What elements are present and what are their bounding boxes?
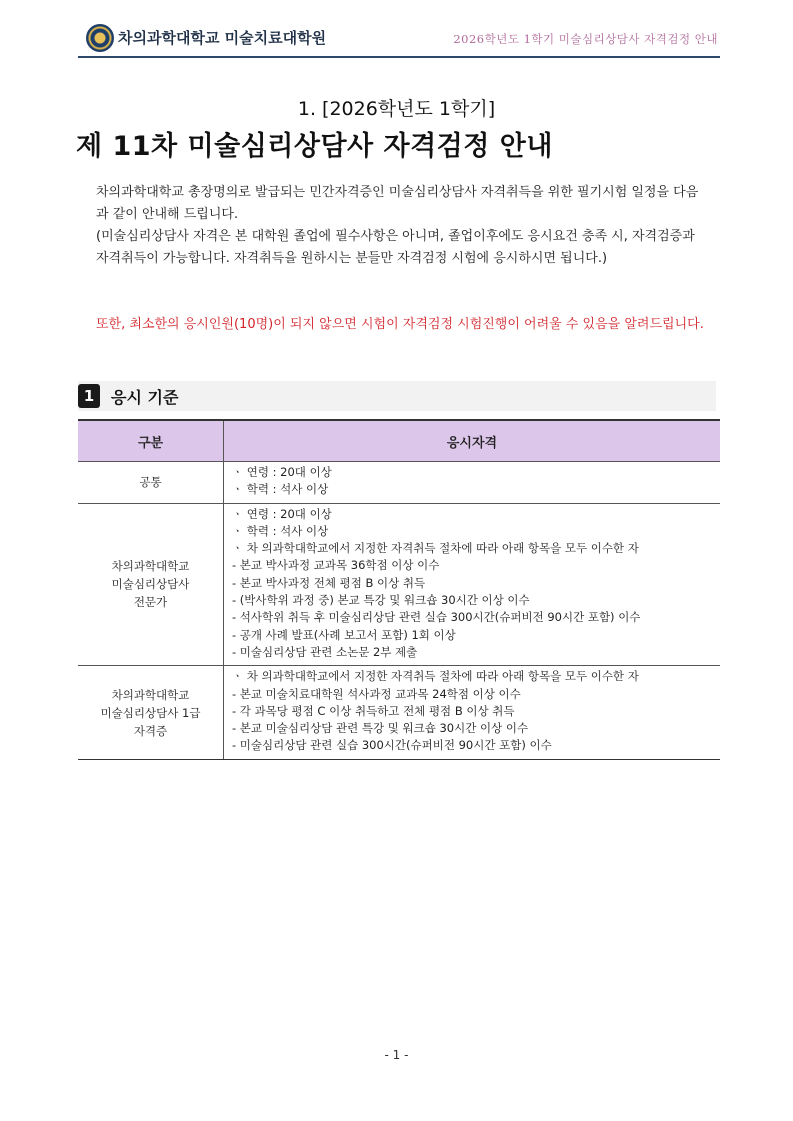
qualification-item: ㆍ 학력 : 석사 이상: [232, 482, 329, 497]
intro-paragraph-1: 차의과학대학교 총장명의로 발급되는 민간자격증인 미술심리상담사 자격취득을 위한 필기시험 일정을 다음과 같이 안내해 드립니다.: [96, 185, 699, 222]
section-heading: [78, 381, 716, 411]
row-qualifications: [224, 503, 721, 666]
notice-text: 또한, 최소한의 응시인원(10명)이 되지 않으면 시험이 자격검정 시험진행이 어려울 수 있음을 알려드립니다.: [96, 317, 704, 332]
section-number-badge: 1: [78, 384, 100, 408]
category-line: 차의과학대학교: [111, 559, 190, 574]
requirements-table: [78, 419, 720, 760]
qualification-item: - 본교 미술치료대학원 석사과정 교과목 24학점 이상 이수: [232, 686, 521, 701]
qualification-item: ㆍ 차 의과학대학교에서 지정한 자격취득 절차에 따라 아래 항목을 모두 이수한 자: [232, 541, 639, 556]
category-line: 자격증: [133, 723, 168, 738]
qualification-item: - 석사학위 취득 후 미술심리상담 관련 실습 300시간(슈퍼비전 90시간 포함) 이수: [232, 610, 641, 625]
qualification-item: - 각 과목당 평점 C 이상 취득하고 전체 평점 B 이상 취득: [232, 703, 515, 718]
table-row: [78, 462, 720, 504]
qualification-item: ㆍ 학력 : 석사 이상: [232, 523, 329, 538]
row-qualifications: [224, 462, 721, 504]
qualification-item: - 공개 사례 발표(사례 보고서 포함) 1회 이상: [232, 627, 456, 642]
category-line: 공통: [139, 475, 162, 490]
qualification-item: - 본교 박사과정 전체 평점 B 이상 취득: [232, 575, 426, 590]
qualification-item: - 미술심리상담 관련 실습 300시간(슈퍼비전 90시간 포함) 이수: [232, 738, 552, 753]
category-line: 미술심리상담사: [111, 577, 190, 592]
qualification-item: ㆍ 연령 : 20대 이상: [232, 506, 332, 521]
table-row: [78, 503, 720, 666]
qualification-item: - 본교 미술심리상담 관련 특강 및 워크숍 30시간 이상 이수: [232, 721, 529, 736]
intro-paragraph-2: (미술심리상담사 자격은 본 대학원 졸업에 필수사항은 아니며, 졸업이후에도 응시요건 충족 시, 자격검증과 자격취득이 가능합니다. 자격취득을 원하시는 분들만 자격검정 시험에 응시하시면 됩니다.): [96, 229, 695, 266]
table-body: [78, 462, 720, 760]
page-number: - 1 -: [384, 1048, 409, 1062]
category-line: 차의과학대학교: [111, 687, 190, 702]
qualification-item: - (박사학위 과정 중) 본교 특강 및 워크숍 30시간 이상 이수: [232, 593, 530, 608]
row-qualifications: [224, 666, 721, 759]
intro-text: [96, 182, 706, 270]
category-line: 전문가: [133, 595, 168, 610]
qualification-item: - 본교 박사과정 교과목 36학점 이상 이수: [232, 558, 440, 573]
table-row: [78, 666, 720, 759]
qualification-item: - 미술심리상담 관련 소논문 2부 제출: [232, 644, 418, 659]
qualification-item: ㆍ 연령 : 20대 이상: [232, 465, 332, 479]
title-semester: 1. [2026학년도 1학기]: [297, 98, 496, 120]
page-header: [78, 22, 720, 58]
org-name: 차의과학대학교 미술치료대학원: [118, 29, 327, 47]
row-category: [78, 462, 224, 504]
qualification-item: ㆍ 차 의과학대학교에서 지정한 자격취득 절차에 따라 아래 항목을 모두 이수한 자: [232, 669, 639, 684]
page-title: 제 11차 미술심리상담사 자격검정 안내: [76, 131, 553, 162]
header-qualification: 응시자격: [224, 420, 721, 462]
header-category: 구분: [78, 420, 224, 462]
category-line: 미술심리상담사 1급: [100, 705, 201, 720]
row-category: [78, 503, 224, 666]
header-document-title: 2026학년도 1학기 미술심리상담사 자격검정 안내: [453, 32, 718, 46]
section-title: 응시 기준: [111, 388, 179, 407]
row-category: [78, 666, 224, 759]
university-seal-icon: [86, 24, 114, 52]
table-header-row: [78, 420, 720, 462]
